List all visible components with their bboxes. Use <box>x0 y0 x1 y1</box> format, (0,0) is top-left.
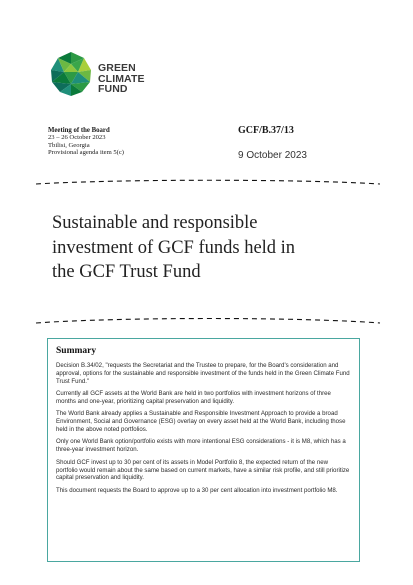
logo-line-3: FUND <box>98 83 128 95</box>
meeting-title: Meeting of the Board <box>48 127 110 134</box>
title-line-3: the GCF Trust Fund <box>52 262 201 282</box>
logo-wordmark <box>98 63 145 95</box>
summary-paragraph-4: Only one World Bank option/portfolio exists with more intentional ESG considerations - it is M8, which has a three-year investment horizon. <box>56 438 346 454</box>
globe-icon <box>48 50 94 98</box>
title-line-2: investment of GCF funds held in <box>52 237 296 258</box>
top-dashed-divider <box>0 178 413 190</box>
meeting-location: Tbilisi, Georgia <box>48 141 90 149</box>
bottom-dashed-divider <box>0 315 413 327</box>
document-date: 9 October 2023 <box>238 150 307 161</box>
summary-box <box>47 338 360 562</box>
document-reference: GCF/B.37/13 <box>238 125 294 136</box>
summary-paragraph-6: This document requests the Board to approve up to a 30 per cent allocation into investment portfolio M8. <box>56 486 338 494</box>
gcf-logo <box>48 50 148 112</box>
summary-paragraph-5: Should GCF invest up to 30 per cent of its assets in Model Portfolio 8, the expected return of the new portfolio would remain about the same based on current markets, have a similar risk profile, and still prioritize capital preservation and liquidity. <box>56 458 350 482</box>
summary-paragraph-2: Currently all GCF assets at the World Bank are held in two portfolios with investment horizons of three months and one-year, prioritizing capital preservation and liquidity. <box>56 390 331 406</box>
logo-line-2: CLIMATE <box>98 72 145 85</box>
summary-paragraph-1: Decision B.34/02, "requests the Secretariat and the Trustee to prepare, for the Board's consideration and approval, options for the sustainable and responsible investment of the funds held in the Green Climate Fund Trust Fund." <box>56 362 350 385</box>
title-line-1: Sustainable and responsible <box>52 213 258 233</box>
document-title <box>52 211 372 285</box>
meeting-agenda: Provisional agenda item 5(c) <box>48 148 124 156</box>
meeting-info <box>48 127 124 156</box>
summary-paragraph-3: The World Bank already applies a Sustainable and Responsible Investment Approach to provide a broad Environment, Social and Governance (ESG) overlay on every asset held at the World Bank, including those held in the above noted portfolios. <box>56 410 346 434</box>
meeting-dates: 23 – 26 October 2023 <box>48 134 106 142</box>
summary-heading: Summary <box>56 346 97 356</box>
logo-line-1: GREEN <box>98 62 136 74</box>
